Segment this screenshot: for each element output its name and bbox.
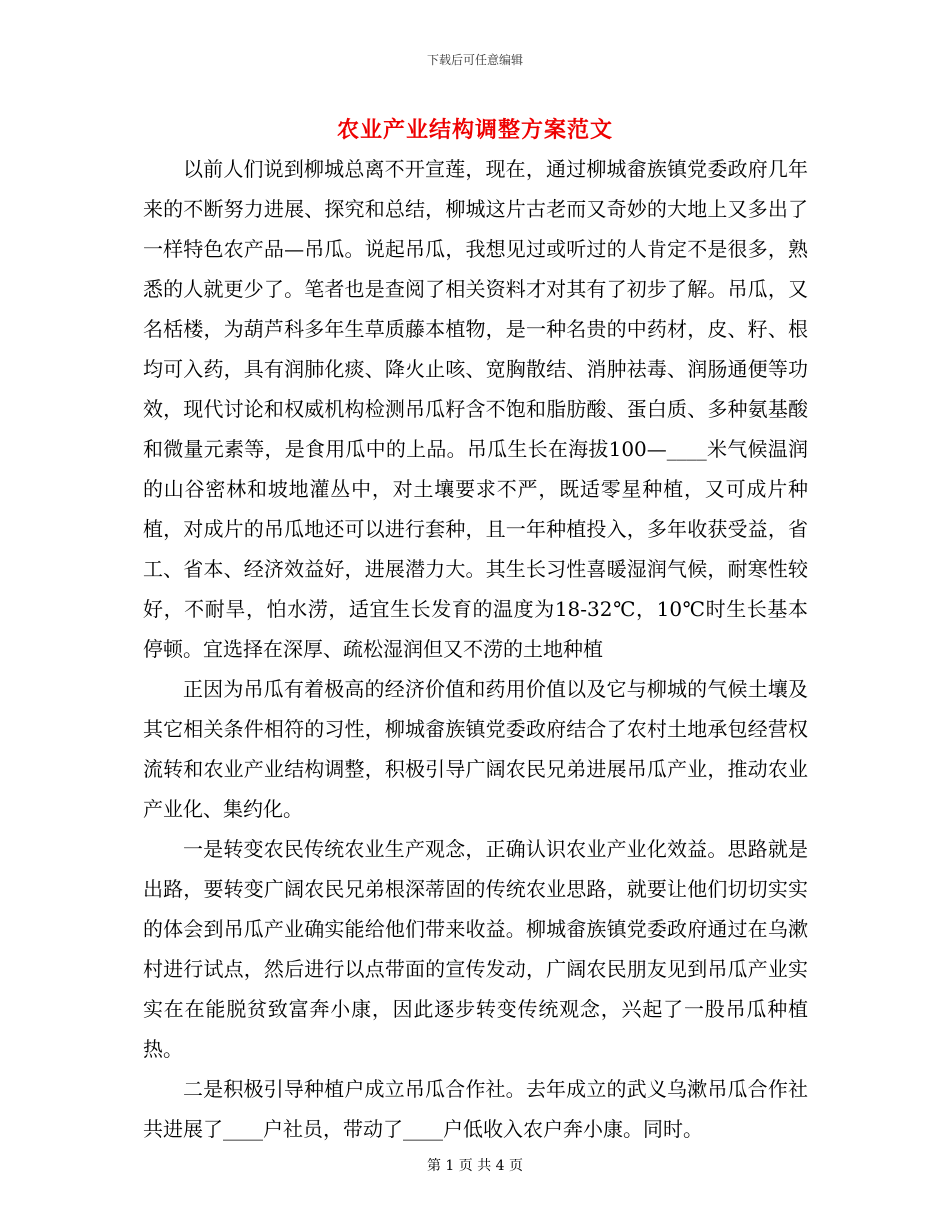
- body-paragraph-1: 以前人们说到柳城总离不开宣莲，现在，通过柳城畲族镇党委政府几年来的不断努力进展、探究和总结，柳城这片古老而又奇妙的大地上又多出了一样特色农产品—吊瓜。说起吊瓜，我想见过或听过的人肯定不是很多，熟悉的人就更少了。笔者也是查阅了相关资料才对其有了初步了解。吊瓜，又名栝楼，为葫芦科多年生草质藤本植物，是一种名贵的中药材，皮、籽、根均可入药，具有润肺化痰、降火止咳、宽胸散结、消肿祛毒、润肠通便等功效，现代讨论和权威机构检测吊瓜籽含不饱和脂肪酸、蛋白质、多种氨基酸和微量元素等，是食用瓜中的上品。吊瓜生长在海拔100—____米气候温润的山谷密林和坡地灌丛中，对土壤要求不严，既适零星种植，又可成片种植，对成片的吊瓜地还可以进行套种，且一年种植投入，多年收获受益，省工、省本、经济效益好，进展潜力大。其生长习性喜暖湿润气候，耐寒性较好，不耐旱，怕水涝，适宜生长发育的温度为18-32℃，10℃时生长基本停顿。宜选择在深厚、疏松湿润但又不涝的土地种植: [143, 157, 808, 661]
- page-header-note: 下载后可任意编辑: [426, 53, 523, 67]
- body-paragraph-3: 一是转变农民传统农业生产观念，正确认识农业产业化效益。思路就是出路，要转变广阔农民兄弟根深蒂固的传统农业思路，就要让他们切切实实的体会到吊瓜产业确实能给他们带来收益。柳城畲族镇党委政府通过在乌漱村进行试点，然后进行以点带面的宣传发动，广阔农民朋友见到吊瓜产业实实在在能脱贫致富奔小康，因此逐步转变传统观念，兴起了一股吊瓜种植热。: [143, 837, 808, 1061]
- page-number-footer: 第 1 页 共 4 页: [426, 1158, 524, 1174]
- body-paragraph-4: 二是积极引导种植户成立吊瓜合作社。去年成立的武义乌漱吊瓜合作社共进展了____户社员，带动了____户低收入农户奔小康。同时。: [143, 1077, 808, 1141]
- body-paragraph-2: 正因为吊瓜有着极高的经济价值和药用价值以及它与柳城的气候土壤及其它相关条件相符的习性，柳城畲族镇党委政府结合了农村土地承包经营权流转和农业产业结构调整，积极引导广阔农民兄弟进展吊瓜产业，推动农业产业化、集约化。: [143, 677, 808, 821]
- document-body: [143, 149, 808, 1149]
- document-title: 农业产业结构调整方案范文: [336, 117, 613, 143]
